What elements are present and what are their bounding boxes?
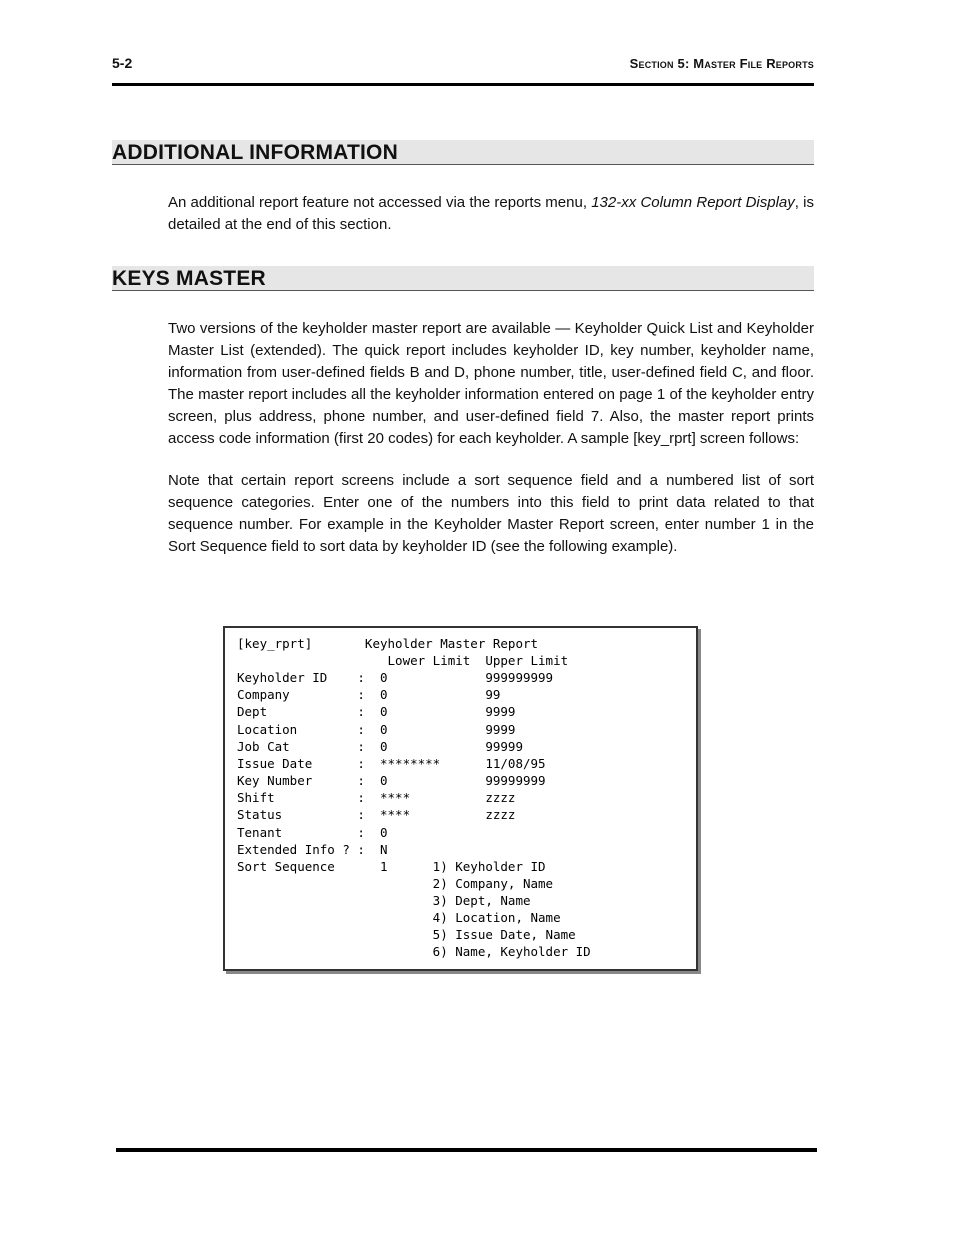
paragraph-keys-master-2 — [168, 470, 814, 558]
screen-line: Key Number : 0 99999999 — [237, 773, 546, 788]
paragraph-keys-master-1 — [168, 318, 814, 450]
screen-line: 2) Company, Name — [237, 876, 554, 891]
screen-line: Dept : 0 9999 — [237, 704, 516, 719]
screen-line: Location : 0 9999 — [237, 722, 516, 737]
screen-line: Sort Sequence 1 1) Keyholder ID — [237, 859, 546, 874]
screen-line: Extended Info ? : N — [237, 842, 388, 857]
section-band-additional-information — [112, 140, 814, 165]
screen-line: Status : **** zzzz — [237, 807, 516, 822]
footer-rule — [116, 1148, 817, 1152]
screen-line: 3) Dept, Name — [237, 893, 531, 908]
paragraph-text: An additional report feature not accessed via the reports menu, — [168, 194, 592, 211]
paragraph-text: Two versions of the keyholder master report are available — Keyholder Quick List and Keyholder Master List (extended). The quick report includes keyholder ID, key number, keyholder name, information from user-defined fields B and D, phone number, title, user-defined field C, and floor. The master report includes all the keyholder information entered on page 1 of the keyholder entry screen, plus address, phone number, and user-defined field 7. Also, the master report prints access code information (first 20 codes) for each keyholder. A sample [key_rprt] screen follows: — [168, 320, 814, 447]
screen-line: Issue Date : ******** 11/08/95 — [237, 756, 546, 771]
emphasis-text: 132-xx Column Report Display — [591, 194, 795, 211]
screen-line: Keyholder ID : 0 999999999 — [237, 670, 554, 685]
screen-line: 5) Issue Date, Name — [237, 927, 576, 942]
screen-line: Company : 0 99 — [237, 687, 501, 702]
screen-line: Tenant : 0 — [237, 825, 388, 840]
section-title: KEYS MASTER — [112, 267, 266, 290]
page-number: 5-2 — [112, 55, 133, 71]
section-title: ADDITIONAL INFORMATION — [112, 141, 398, 164]
running-header: Section 5: Master File Reports — [629, 56, 814, 71]
paragraph-text: Note that certain report screens include a sort sequence field and a numbered list of sort sequence categories. Enter one of the numbers into this field to print data related to that sequence number. For example in the Keyholder Master Report screen, enter number 1 in the Sort Sequence field to sort data by keyholder ID (see the following example). — [168, 472, 814, 555]
screen-line: Lower Limit Upper Limit — [237, 653, 569, 668]
header-rule — [112, 83, 814, 86]
screen-line: 4) Location, Name — [237, 910, 561, 925]
screen-line: Shift : **** zzzz — [237, 790, 516, 805]
section-band-keys-master — [112, 266, 814, 291]
paragraph-additional-information — [168, 192, 814, 236]
screen-line: [key_rprt] Keyholder Master Report — [237, 636, 539, 651]
screen-line: 6) Name, Keyholder ID — [237, 944, 591, 959]
terminal-screen — [223, 626, 698, 971]
paragraph-text-end: , is detailed at the end of this section. — [168, 194, 814, 233]
screen-line: Job Cat : 0 99999 — [237, 739, 523, 754]
